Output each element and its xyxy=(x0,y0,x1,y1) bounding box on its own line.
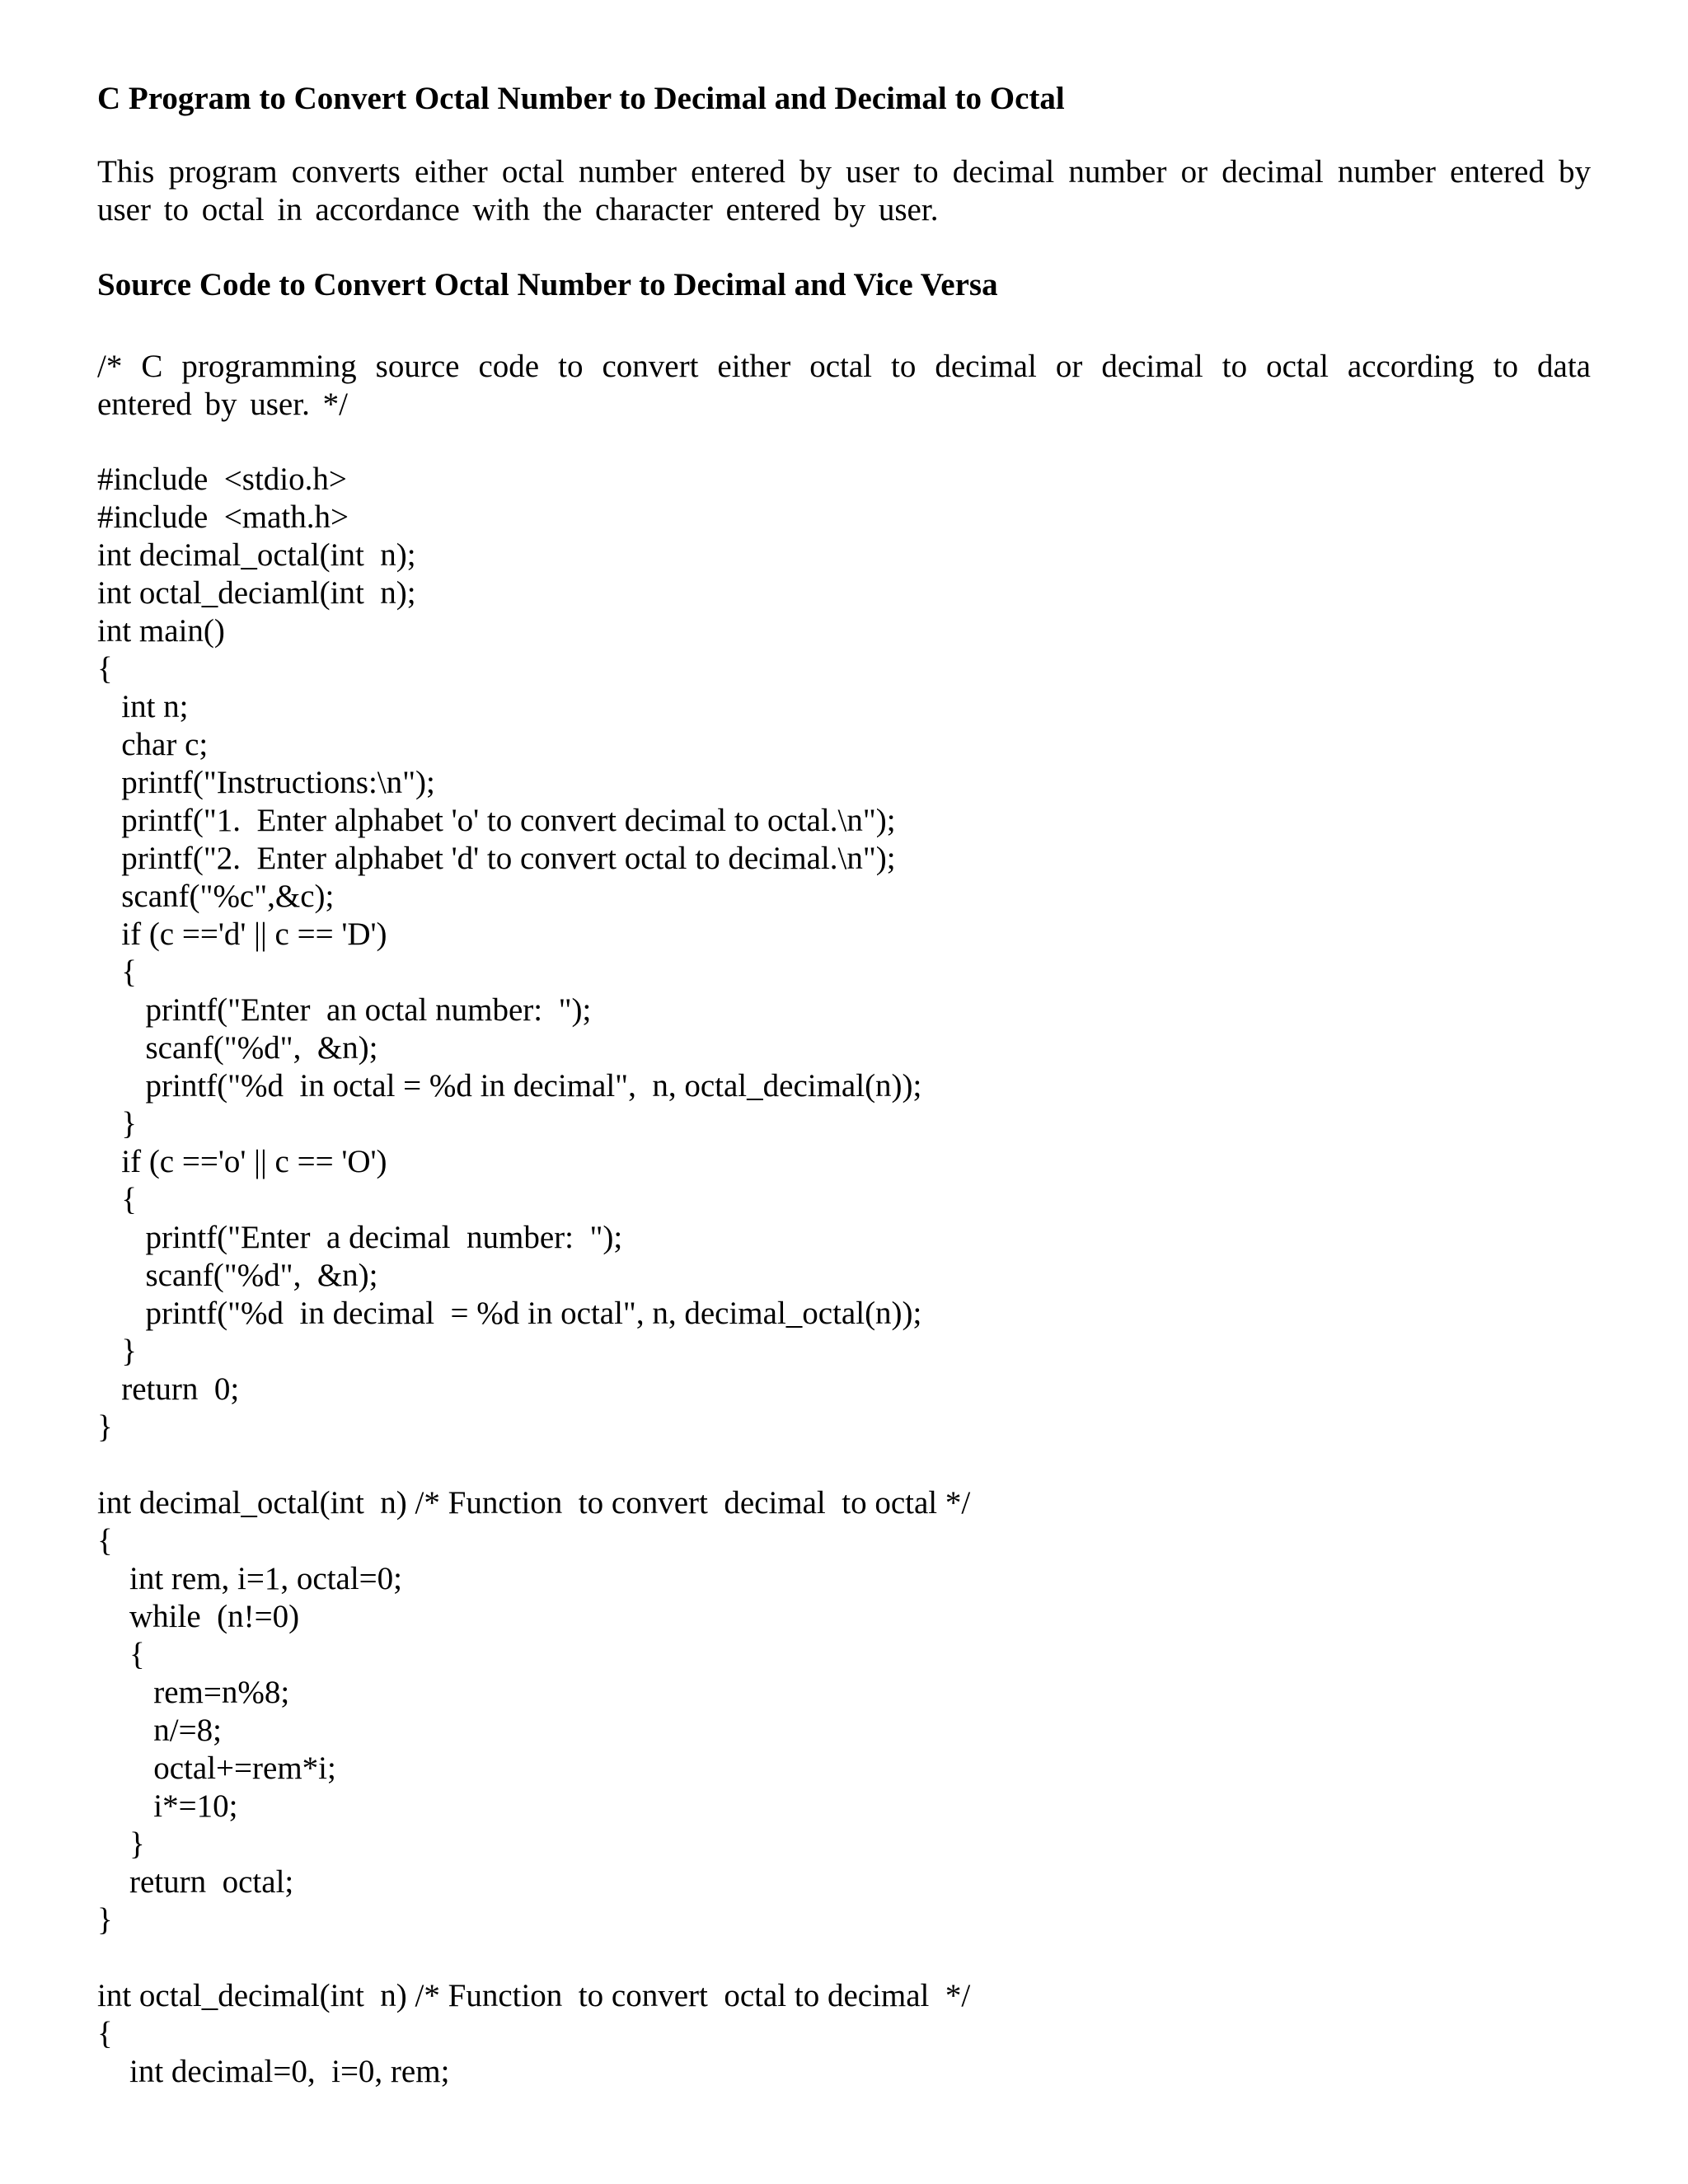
code-line: { xyxy=(97,1523,113,1558)
code-line: printf("Enter a decimal number: "); xyxy=(97,1220,623,1255)
spacer xyxy=(97,308,1591,348)
code-line: { xyxy=(97,1637,145,1672)
source-code-block xyxy=(97,461,1591,2091)
code-line xyxy=(97,1446,1591,1484)
code-line: int main() xyxy=(97,613,225,649)
code-line: } xyxy=(97,1902,113,1938)
code-line: n/=8; xyxy=(97,1713,222,1748)
code-line: #include <stdio.h> xyxy=(97,462,347,497)
document-title: C Program to Convert Octal Number to Decimal and Decimal to Octal xyxy=(97,81,1065,116)
code-line: if (c =='d' || c == 'D') xyxy=(97,916,387,952)
code-line: printf("Enter an octal number: "); xyxy=(97,992,592,1028)
code-line: { xyxy=(97,1182,137,1217)
code-line: printf("Instructions:\n"); xyxy=(97,765,435,800)
code-line: int octal_decimal(int n) /* Function to convert octal to decimal */ xyxy=(97,1978,971,2013)
code-line: } xyxy=(97,1826,145,1862)
code-line: int octal_deciaml(int n); xyxy=(97,575,416,611)
code-line: int decimal=0, i=0, rem; xyxy=(97,2054,450,2089)
code-line: if (c =='o' || c == 'O') xyxy=(97,1144,387,1179)
code-line: int rem, i=1, octal=0; xyxy=(97,1561,403,1596)
code-line: while (n!=0) xyxy=(97,1599,300,1634)
code-line: printf("2. Enter alphabet 'd' to convert octal to decimal.\n"); xyxy=(97,841,896,876)
code-line xyxy=(97,1939,1591,1977)
code-line: #include <math.h> xyxy=(97,499,349,535)
spacer xyxy=(97,122,1591,153)
code-line: printf("1. Enter alphabet 'o' to convert decimal to octal.\n"); xyxy=(97,803,896,838)
spacer xyxy=(97,424,1591,461)
code-line: rem=n%8; xyxy=(97,1675,290,1710)
code-line: char c; xyxy=(97,727,209,762)
code-line: { xyxy=(97,954,137,990)
code-line: printf("%d in decimal = %d in octal", n, decimal_octal(n)); xyxy=(97,1296,922,1331)
code-line: { xyxy=(97,2016,113,2051)
code-line: octal+=rem*i; xyxy=(97,1750,336,1786)
code-line: return 0; xyxy=(97,1371,240,1407)
code-line: i*=10; xyxy=(97,1788,238,1824)
code-line: scanf("%d", &n); xyxy=(97,1258,378,1293)
code-line: } xyxy=(97,1106,137,1141)
code-line: return octal; xyxy=(97,1864,294,1900)
spacer xyxy=(97,229,1591,262)
code-line: int decimal_octal(int n) /* Function to convert decimal to octal */ xyxy=(97,1485,971,1521)
code-line: scanf("%d", &n); xyxy=(97,1030,378,1066)
code-line: } xyxy=(97,1333,137,1369)
intro-paragraph: This program converts either octal number entered by user to decimal number or decimal number entered by user to octal in accordance with the character entered by user. xyxy=(97,154,1591,227)
source-code-heading: Source Code to Convert Octal Number to Decimal and Vice Versa xyxy=(97,267,998,302)
code-header-comment: /* C programming source code to convert either octal to decimal or decimal to octal according to data entered by user. */ xyxy=(97,349,1591,422)
code-line: } xyxy=(97,1409,113,1445)
code-line: printf("%d in octal = %d in decimal", n, octal_decimal(n)); xyxy=(97,1068,922,1104)
code-line: int n; xyxy=(97,689,189,724)
code-line: scanf("%c",&c); xyxy=(97,879,335,914)
code-line: int decimal_octal(int n); xyxy=(97,537,416,573)
document-page xyxy=(97,76,1591,2091)
code-line: { xyxy=(97,651,113,687)
